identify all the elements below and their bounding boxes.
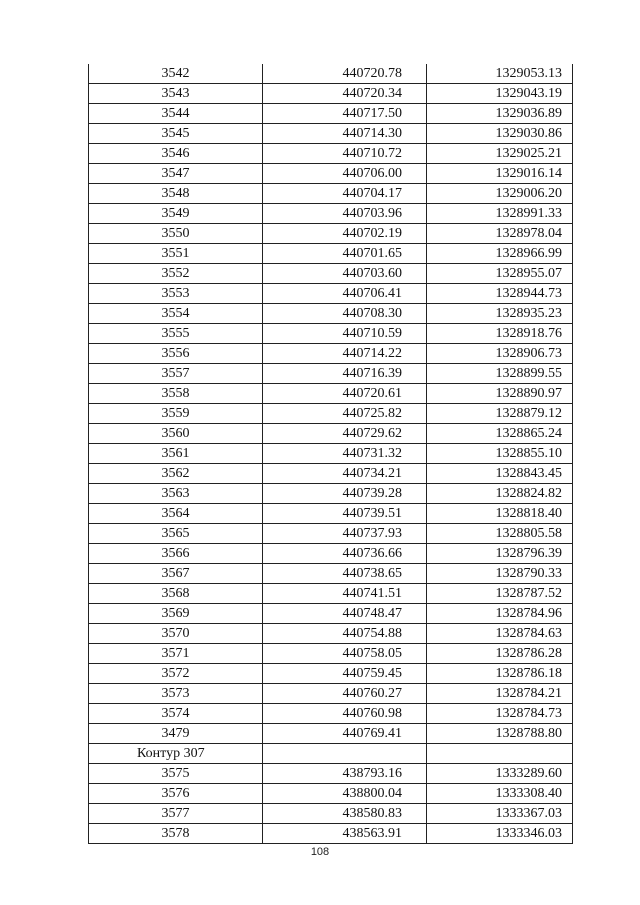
table-row [89,704,573,724]
y-coordinate-cell: 1328879.12 [427,404,573,424]
x-coordinate-cell: 440717.50 [263,104,427,124]
y-coordinate-cell: 1328906.73 [427,344,573,364]
y-coordinate-cell: 1328787.52 [427,584,573,604]
y-coordinate-cell: 1333346.03 [427,824,573,844]
table-row [89,324,573,344]
table-row [89,204,573,224]
y-coordinate-cell: 1328796.39 [427,544,573,564]
point-number-cell: 3563 [89,484,263,504]
y-coordinate-cell: 1328786.18 [427,664,573,684]
page-number: 108 [310,846,330,858]
x-coordinate-cell: 440741.51 [263,584,427,604]
table-row [89,284,573,304]
x-coordinate-cell: 440714.30 [263,124,427,144]
point-number-cell: 3575 [89,764,263,784]
point-number-cell: 3545 [89,124,263,144]
x-coordinate-cell: 440720.78 [263,64,427,84]
document-page [88,64,572,844]
x-coordinate-cell: 440736.66 [263,544,427,564]
point-number-cell: 3568 [89,584,263,604]
x-coordinate-cell: 440702.19 [263,224,427,244]
y-coordinate-cell: 1328899.55 [427,364,573,384]
table-row [89,344,573,364]
point-number-cell: 3550 [89,224,263,244]
table-row [89,544,573,564]
point-number-cell: 3565 [89,524,263,544]
table-row [89,84,573,104]
coordinates-table [88,64,573,844]
table-row [89,424,573,444]
point-number-cell: 3547 [89,164,263,184]
table-row [89,144,573,164]
point-number-cell: 3571 [89,644,263,664]
section-label: Контур 307 [89,744,263,764]
y-coordinate-cell: 1328784.96 [427,604,573,624]
x-coordinate-cell: 440706.00 [263,164,427,184]
point-number-cell: 3557 [89,364,263,384]
y-coordinate-cell: 1329016.14 [427,164,573,184]
x-coordinate-cell: 440769.41 [263,724,427,744]
point-number-cell: 3559 [89,404,263,424]
point-number-cell: 3549 [89,204,263,224]
table-row [89,164,573,184]
table-row [89,804,573,824]
point-number-cell: 3578 [89,824,263,844]
x-coordinate-cell: 440716.39 [263,364,427,384]
point-number-cell: 3570 [89,624,263,644]
x-coordinate-cell: 440760.27 [263,684,427,704]
table-row [89,404,573,424]
table-row [89,184,573,204]
table-row [89,124,573,144]
x-coordinate-cell: 440739.51 [263,504,427,524]
y-coordinate-cell: 1333289.60 [427,764,573,784]
y-coordinate-cell: 1329043.19 [427,84,573,104]
point-number-cell: 3567 [89,564,263,584]
x-coordinate-cell: 440706.41 [263,284,427,304]
x-coordinate-cell: 440714.22 [263,344,427,364]
y-coordinate-cell: 1328865.24 [427,424,573,444]
point-number-cell: 3548 [89,184,263,204]
y-coordinate-cell: 1328784.73 [427,704,573,724]
y-coordinate-cell: 1328944.73 [427,284,573,304]
point-number-cell: 3572 [89,664,263,684]
point-number-cell: 3553 [89,284,263,304]
y-coordinate-cell: 1328784.21 [427,684,573,704]
x-coordinate-cell: 440738.65 [263,564,427,584]
table-row [89,604,573,624]
y-coordinate-cell: 1333308.40 [427,784,573,804]
x-coordinate-cell: 440701.65 [263,244,427,264]
table-row [89,624,573,644]
y-coordinate-cell: 1329053.13 [427,64,573,84]
x-coordinate-cell: 440760.98 [263,704,427,724]
coordinates-table-body [89,64,573,844]
table-row [89,724,573,744]
y-coordinate-cell: 1328918.76 [427,324,573,344]
y-coordinate-cell: 1328818.40 [427,504,573,524]
table-row [89,524,573,544]
y-coordinate-cell: 1329030.86 [427,124,573,144]
section-row [89,744,573,764]
table-row [89,444,573,464]
y-coordinate-cell: 1328955.07 [427,264,573,284]
y-coordinate-cell: 1329006.20 [427,184,573,204]
point-number-cell: 3479 [89,724,263,744]
y-coordinate-cell: 1328824.82 [427,484,573,504]
x-coordinate-cell: 440758.05 [263,644,427,664]
x-coordinate-cell: 440703.60 [263,264,427,284]
point-number-cell: 3564 [89,504,263,524]
table-row [89,484,573,504]
table-row [89,664,573,684]
point-number-cell: 3576 [89,784,263,804]
y-coordinate-cell: 1328978.04 [427,224,573,244]
point-number-cell: 3542 [89,64,263,84]
table-row [89,764,573,784]
x-coordinate-cell: 440720.34 [263,84,427,104]
point-number-cell: 3573 [89,684,263,704]
point-number-cell: 3555 [89,324,263,344]
point-number-cell: 3561 [89,444,263,464]
table-row [89,384,573,404]
x-coordinate-cell: 438580.83 [263,804,427,824]
y-coordinate-cell: 1329036.89 [427,104,573,124]
table-row [89,64,573,84]
point-number-cell: 3569 [89,604,263,624]
table-row [89,304,573,324]
y-coordinate-cell: 1328935.23 [427,304,573,324]
x-coordinate-cell: 440704.17 [263,184,427,204]
empty-cell [427,744,573,764]
y-coordinate-cell: 1328790.33 [427,564,573,584]
table-row [89,824,573,844]
point-number-cell: 3554 [89,304,263,324]
table-row [89,244,573,264]
y-coordinate-cell: 1333367.03 [427,804,573,824]
table-row [89,584,573,604]
point-number-cell: 3577 [89,804,263,824]
table-row [89,104,573,124]
table-row [89,564,573,584]
point-number-cell: 3574 [89,704,263,724]
x-coordinate-cell: 438793.16 [263,764,427,784]
x-coordinate-cell: 440754.88 [263,624,427,644]
x-coordinate-cell: 440739.28 [263,484,427,504]
y-coordinate-cell: 1328843.45 [427,464,573,484]
x-coordinate-cell: 440729.62 [263,424,427,444]
point-number-cell: 3552 [89,264,263,284]
x-coordinate-cell: 440759.45 [263,664,427,684]
point-number-cell: 3551 [89,244,263,264]
table-row [89,644,573,664]
table-row [89,364,573,384]
table-row [89,784,573,804]
x-coordinate-cell: 440710.59 [263,324,427,344]
y-coordinate-cell: 1328788.80 [427,724,573,744]
x-coordinate-cell: 438563.91 [263,824,427,844]
x-coordinate-cell: 440720.61 [263,384,427,404]
table-row [89,504,573,524]
x-coordinate-cell: 440703.96 [263,204,427,224]
y-coordinate-cell: 1329025.21 [427,144,573,164]
point-number-cell: 3562 [89,464,263,484]
y-coordinate-cell: 1328966.99 [427,244,573,264]
y-coordinate-cell: 1328855.10 [427,444,573,464]
point-number-cell: 3546 [89,144,263,164]
y-coordinate-cell: 1328890.97 [427,384,573,404]
table-row [89,684,573,704]
y-coordinate-cell: 1328786.28 [427,644,573,664]
x-coordinate-cell: 440710.72 [263,144,427,164]
y-coordinate-cell: 1328805.58 [427,524,573,544]
point-number-cell: 3543 [89,84,263,104]
table-row [89,464,573,484]
point-number-cell: 3544 [89,104,263,124]
table-row [89,224,573,244]
x-coordinate-cell: 440731.32 [263,444,427,464]
x-coordinate-cell: 440734.21 [263,464,427,484]
x-coordinate-cell: 440725.82 [263,404,427,424]
x-coordinate-cell: 440748.47 [263,604,427,624]
point-number-cell: 3558 [89,384,263,404]
y-coordinate-cell: 1328991.33 [427,204,573,224]
point-number-cell: 3560 [89,424,263,444]
point-number-cell: 3556 [89,344,263,364]
x-coordinate-cell: 440708.30 [263,304,427,324]
y-coordinate-cell: 1328784.63 [427,624,573,644]
table-row [89,264,573,284]
x-coordinate-cell: 440737.93 [263,524,427,544]
point-number-cell: 3566 [89,544,263,564]
x-coordinate-cell: 438800.04 [263,784,427,804]
empty-cell [263,744,427,764]
